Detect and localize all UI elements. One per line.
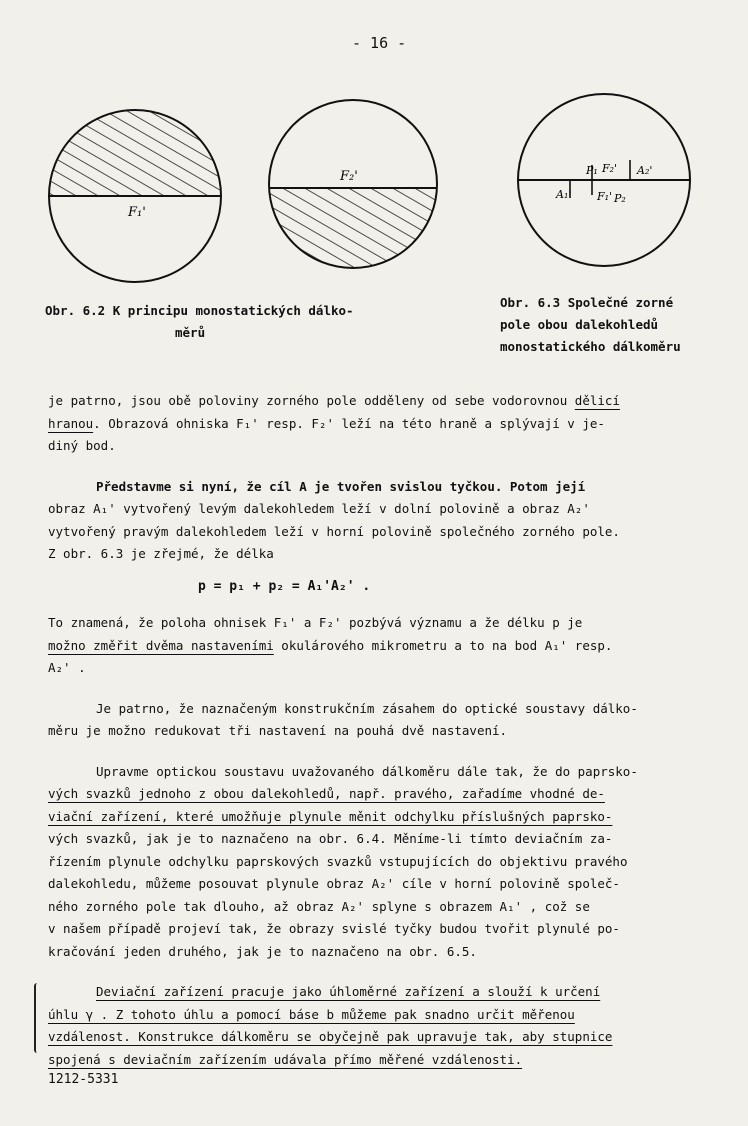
para2-line4: Z obr. 6.3 je zřejmé, že délka <box>48 546 274 561</box>
fig63-label-a1: A₁' <box>556 188 572 201</box>
fig63-caption <box>500 292 740 358</box>
para5-line9: kračování jeden druhého, jak je to naznačeno na obr. 6.5. <box>48 943 477 959</box>
page-number: - 16 - <box>352 34 407 52</box>
para1-line3: diný bod. <box>48 438 116 453</box>
para4-line2: měru je možno redukovat tři nastavení na pouhá dvě nastavení. <box>48 723 508 738</box>
fig63-label-a2: A₂' <box>637 164 653 177</box>
para5-line1: Upravme optickou soustavu uvažovaného dálkoměru dále tak, že do paprsko- <box>96 763 638 779</box>
para1-line1: je patrno, jsou obě poloviny zorného pole odděleny od sebe vodorovnou dělicí <box>48 393 620 408</box>
para3-line3: A₂' . <box>48 660 86 675</box>
fig63-caption-line2: pole obou dalekohledů <box>500 317 659 332</box>
fig63-caption-line3: monostatického dálkoměru <box>500 339 681 354</box>
body-text <box>48 390 728 1071</box>
fig62-label-top: F₂' <box>340 169 358 184</box>
formula: p = p₁ + p₂ = A₁'A₂' . <box>198 578 371 594</box>
para3-line2: možno změřit dvěma nastaveními okulárového mikrometru a to na bod A₁' resp. <box>48 637 613 653</box>
para5-line8: v našem případě projeví tak, že obrazy svislé tyčky budou tvořit plynulé po- <box>48 921 620 936</box>
para5-line2: vých svazků jednoho z obou dalekohledů, např. pravého, zařadíme vhodné de- <box>48 786 605 801</box>
fig62-caption-line1: Obr. 6.2 K principu monostatických dálko- <box>45 303 354 318</box>
para2-line3: vytvořený pravým dalekohledem leží v horní polovině společného zorného pole. <box>48 523 620 539</box>
fig62-caption <box>45 300 425 344</box>
margin-bracket <box>34 983 42 1053</box>
fig62-label-bottom: F₁' <box>128 205 146 220</box>
fig63-label-f1: F₁' <box>597 190 613 203</box>
fig63-label-p2: P₂ <box>614 192 626 205</box>
fig63-caption-line1: Obr. 6.3 Společné zorné <box>500 295 674 310</box>
para5-line7: ného zorného pole tak dlouho, až obraz A₂' splyne s obrazem A₁' , což se <box>48 898 590 914</box>
para4-line1: Je patrno, že naznačeným konstrukčním zásahem do optické soustavy dálko- <box>96 700 638 716</box>
para6-line4: spojená s deviačním zařízením udávala přímo měřené vzdálenosti. <box>48 1051 523 1067</box>
para5-line5: řízením plynule odchylku paprskových svazků vstupujících do objektivu pravého <box>48 853 628 869</box>
fig62-caption-line2: měrů <box>175 325 206 340</box>
para5-line3: viační zařízení, které umožňuje plynule měnit odchylku příslušných paprsko- <box>48 808 613 824</box>
para6-line3: vzdálenost. Konstrukce dálkoměru se obyčejně pak upravuje tak, aby stupnice <box>48 1029 613 1044</box>
footer-code: 1212-5331 <box>48 1072 119 1087</box>
fig62-right-circle <box>260 100 460 278</box>
figures-area <box>0 0 748 300</box>
para6-line2: úhlu γ . Z tohoto úhlu a pomocí báse b můžeme pak snadno určit měřenou <box>48 1006 575 1022</box>
para6-line1: Deviační zařízení pracuje jako úhloměrné zařízení a slouží k určení <box>96 984 601 999</box>
para6 <box>48 981 728 1071</box>
para3-line1: To znamená, že poloha ohnisek F₁' a F₂' pozbývá významu a že délku p je <box>48 615 583 630</box>
para5-line6: dalekohledu, můžeme posouvat plynule obraz A₂' cíle v horní polovině společ- <box>48 876 620 891</box>
fig63-label-f2: F₂' <box>602 162 618 175</box>
fig62-left-circle <box>40 100 240 282</box>
para2-line2: obraz A₁' vytvořený levým dalekohledem leží v dolní polovině a obraz A₂' <box>48 501 590 516</box>
para5-line4: vých svazků, jak je to naznačeno na obr. 6.4. Měníme-li tímto deviačním za- <box>48 831 613 846</box>
para1-line2: hranou. Obrazová ohniska F₁' resp. F₂' leží na této hraně a splývají v je- <box>48 415 605 431</box>
fig63-circle <box>518 94 690 266</box>
fig63-label-p1: P₁ <box>586 164 598 177</box>
para2-line1: Představme si nyní, že cíl A je tvořen svislou tyčkou. Potom její <box>96 478 586 494</box>
